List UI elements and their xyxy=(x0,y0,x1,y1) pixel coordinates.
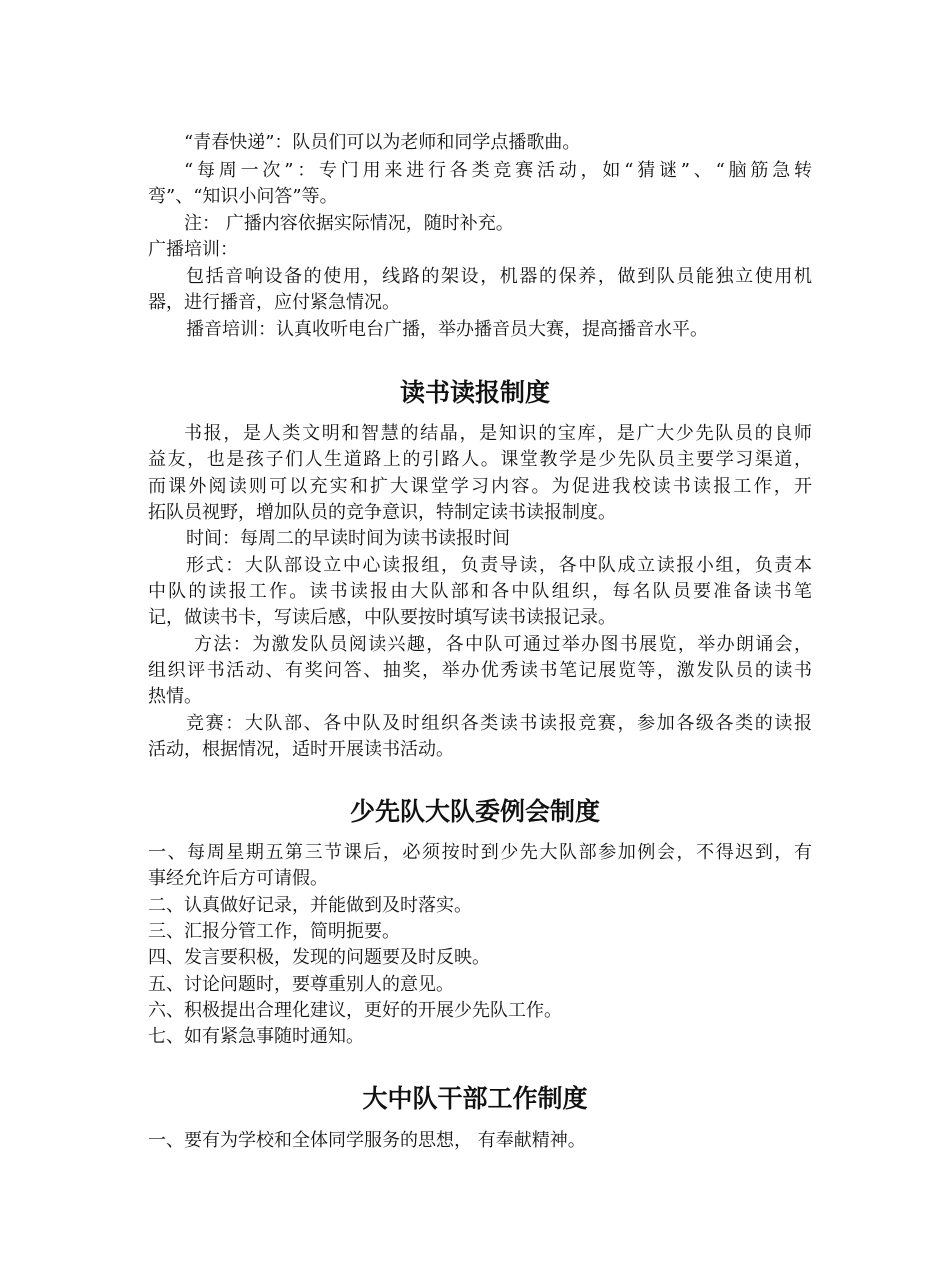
text-line: 弯”、“知识小问答”等。 xyxy=(148,186,338,207)
list-item: 四、发言要积极，发现的问题要及时反映。 xyxy=(148,947,490,968)
text-line: 拓队员视野，增加队员的竞争意识，特制定读书读报制度。 xyxy=(148,502,616,523)
list-item: 一、要有为学校和全体同学服务的思想， 有奉献精神。 xyxy=(148,1130,586,1151)
list-item: 五、讨论问题时，要尊重别人的意见。 xyxy=(148,974,454,995)
section-title-reading: 读书读报制度 xyxy=(399,378,550,407)
text-line: 形式：大队部设立中心读报组，负责导读，各中队成立读报小组，负责本 xyxy=(186,555,812,576)
text-line: “青春快递”：队员们可以为老师和同学点播歌曲。 xyxy=(184,132,581,153)
note-line: 注： 广播内容依据实际情况，随时补充。 xyxy=(184,213,514,234)
list-item: 七、如有紧急事随时通知。 xyxy=(148,1026,364,1047)
text-line: 记，做读书卡，写读后感，中队要按时填写读书读报记录。 xyxy=(148,607,616,628)
text-line: 包括音响设备的使用，线路的架设，机器的保养，做到队员能独立使用机 xyxy=(186,266,812,287)
text-line: 而课外阅读则可以充实和扩大课堂学习内容。为促进我校读书读报工作，开 xyxy=(148,476,812,497)
section-title-cadre: 大中队干部工作制度 xyxy=(362,1084,588,1113)
text-line: “每周一次”：专门用来进行各类竞赛活动，如“猜谜”、“脑筋急转 xyxy=(184,160,812,181)
text-line: 方法：为激发队员阅读兴趣，各中队可通过举办图书展览，举办朗诵会， xyxy=(194,634,812,655)
text-line: 中队的读报工作。读书读报由大队部和各中队组织，每名队员要准备读书笔 xyxy=(148,581,812,602)
text-line: 器，进行播音，应付紧急情况。 xyxy=(148,292,400,313)
text-line: 组织评书活动、有奖问答、抽奖，举办优秀读书笔记展览等，激发队员的读书 xyxy=(148,660,812,681)
section-title-meeting: 少先队大队委例会制度 xyxy=(349,797,600,826)
list-item: 一、每周星期五第三节课后，必须按时到少先大队部参加例会，不得迟到，有 xyxy=(148,842,812,863)
list-item: 三、汇报分管工作，简明扼要。 xyxy=(148,921,400,942)
text-line: 竞赛：大队部、各中队及时组织各类读书读报竞赛，参加各级各类的读报 xyxy=(186,713,812,734)
list-item: 二、认真做好记录，并能做到及时落实。 xyxy=(148,895,472,916)
text-line: 热情。 xyxy=(148,686,202,707)
text-line: 益友，也是孩子们人生道路上的引路人。课堂教学是少先队员主要学习渠道， xyxy=(148,449,812,470)
text-line: 播音培训：认真收听电台广播，举办播音员大赛，提高播音水平。 xyxy=(186,319,708,340)
text-line: 活动，根据情况，适时开展读书活动。 xyxy=(148,739,454,760)
text-line: 时间：每周二的早读时间为读书读报时间 xyxy=(186,528,510,549)
subheading-line: 广播培训： xyxy=(148,239,238,260)
list-item: 六、积极提出合理化建议，更好的开展少先队工作。 xyxy=(148,1000,562,1021)
list-item: 事经允许后方可请假。 xyxy=(148,868,328,889)
text-line: 书报，是人类文明和智慧的结晶，是知识的宝库，是广大少先队员的良师 xyxy=(184,423,812,444)
